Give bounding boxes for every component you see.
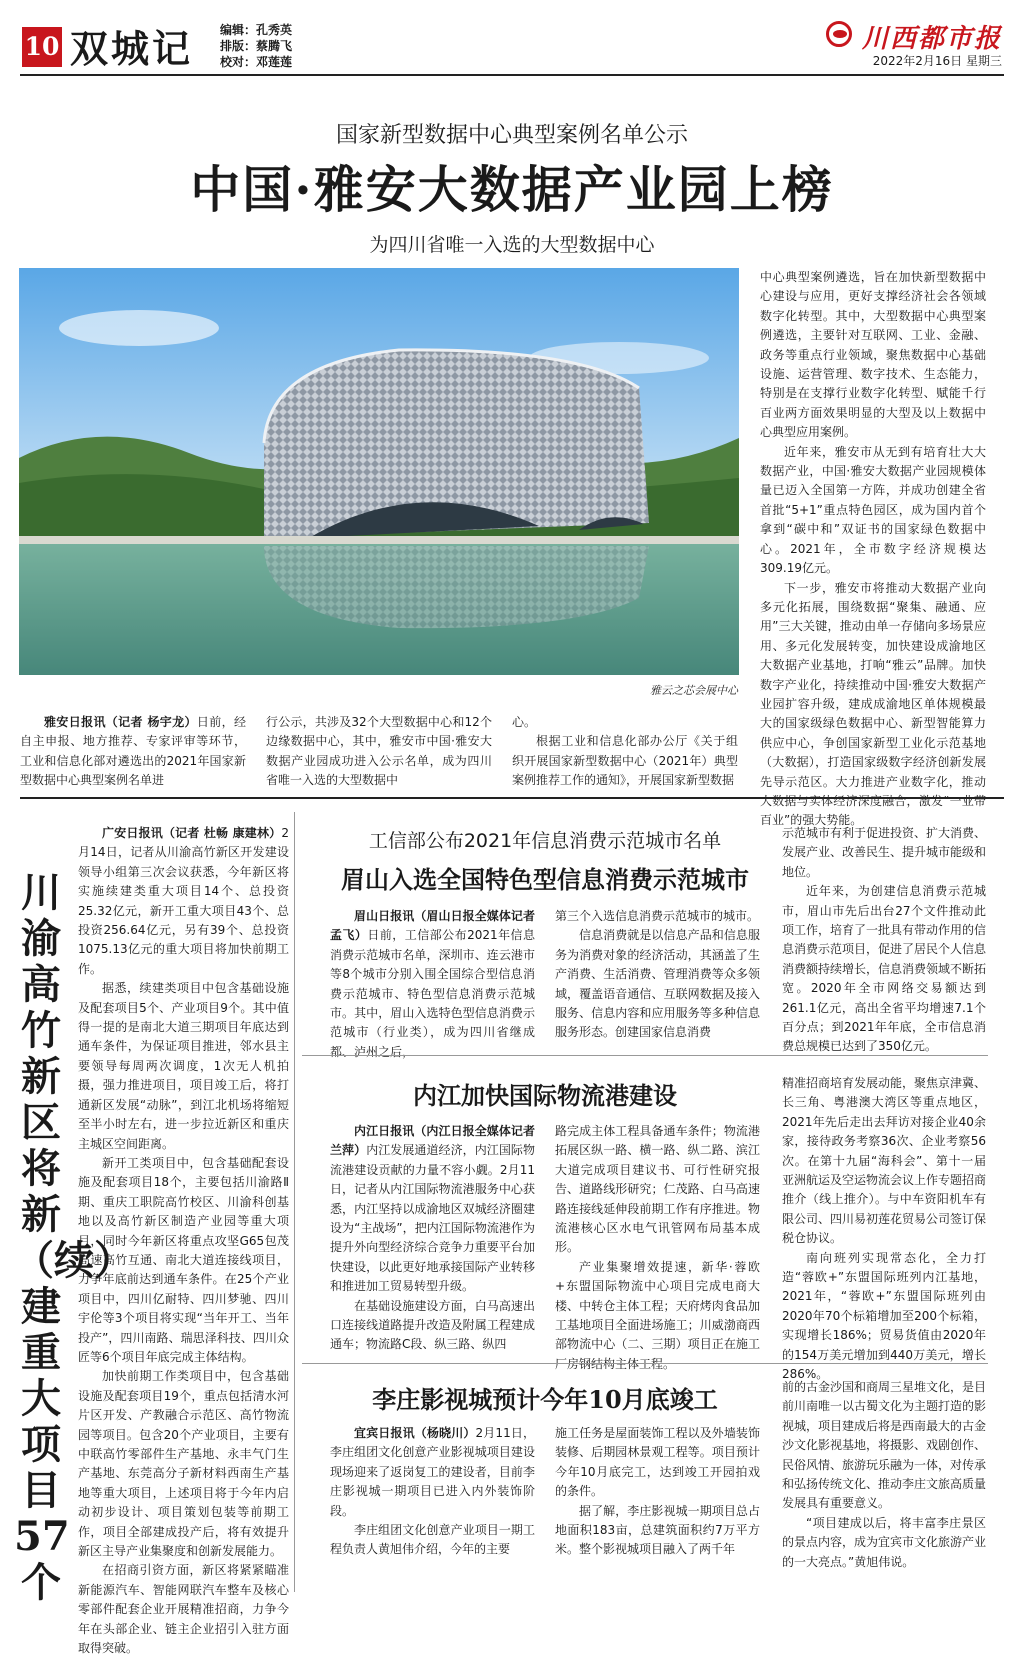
lead-right-p1: 中心典型案例遴选，旨在加快新型数据中心建设与应用，更好支撑经济社会各领域数字化转型。其中，大型数据中心典型案例遴选，主要针对互联网、工业、金融、政务等重点行业领域，聚焦数据中心基础设施、运营管理、数字技术、生态能力，特别是在支撑行业数字化转型、赋能千行百业两方面效果明显的大型及以上数据中心典型应用案例。	[760, 270, 986, 440]
meishan-title: 眉山入选全国特色型信息消费示范城市	[341, 865, 749, 894]
neijiang-col2-p2: 产业集聚增效提速，新华·蓉欧+东盟国际物流中心项目完成电商大楼、中转仓主体工程；天府烤肉食品加工基地项目全面进场施工；川威渤商西部物流中心（二、三期）项目正在施工厂房钢结构主体工程。	[555, 1259, 760, 1371]
lizhuang-col1-p2: 李庄组团文化创意产业项目一期工程负责人黄旭伟介绍，今年的主要	[330, 1523, 535, 1557]
lead-col3-p2: 根据工业和信息化部办公厅《关于组织开展国家新型数据中心（2021年）典型案例推荐工作的通知》，开展国家新型数据	[512, 734, 738, 788]
guangan-dateline: 广安日报讯（记者 杜畅 康建林）	[102, 826, 282, 840]
meishan-column-1	[330, 907, 535, 1062]
guangan-article	[78, 824, 289, 1658]
lizhuang-col2-p2: 据了解，李庄影视城一期项目总占地面积183亩，总建筑面积约7万平方米。整个影视城项目融入了两千年	[555, 1503, 760, 1557]
story-divider-2	[302, 1363, 988, 1364]
newspaper-logo-icon	[826, 21, 852, 47]
page-number: 10	[22, 27, 62, 67]
issue-date: 2022年2月16日 星期三	[872, 54, 1002, 68]
lead-col1-text: 日前，经自主申报、地方推荐、专家评审等环节，工业和信息化部对遴选出的2021年国家新型数据中心典型案例名单进	[20, 715, 246, 788]
lead-subhead: 为四川省唯一入选的大型数据中心	[369, 234, 655, 256]
credit-editor: 编辑：孔秀英	[220, 23, 293, 37]
section-divider	[20, 797, 1004, 799]
lead-headline: 中国·雅安大数据产业园上榜	[190, 160, 834, 219]
lead-right-p2: 近年来，雅安市从无到有培育壮大大数据产业，中国·雅安大数据产业园规模体量已迈入全国第一方阵，并成功创建全省首批“5+1”重点特色园区，成为国内首个拿到“碳中和”双证书的国家绿色数据中心。2021年，全市数字经济规模达309.19亿元。	[760, 444, 986, 576]
credit-proofreader: 校对：邓莲莲	[220, 55, 293, 69]
guangan-vertical-headline: 川渝高竹新区将新（续）建重大项目57个	[14, 869, 134, 1606]
meishan-col3-p2: 近年来，为创建信息消费示范城市，眉山市先后出台27个文件推动此项工作，培育了一批具有带动作用的信息消费示范项目，促进了居民个人信息消费额持续增长，信息消费领域不断拓宽。2020年全市网络交易额达到261.1亿元，高出全省平均增速7.1个百分点；到2021年年底，全市信息消费总规模已达到了350亿元。	[782, 884, 987, 1054]
meishan-col2-p2: 信息消费就是以信息产品和信息服务为消费对象的经济活动，其涵盖了生产消费、生活消费、管理消费等众多领域，覆盖语音通信、互联网数据及接入服务、信息内容和应用服务等多种信息服务形态。创建国家信息消费	[555, 928, 760, 1040]
lead-column-2	[266, 713, 492, 791]
meishan-kicker: 工信部公布2021年信息消费示范城市名单	[368, 830, 722, 852]
neijiang-title: 内江加快国际物流港建设	[413, 1081, 677, 1110]
guangan-p5: 在招商引资方面，新区将紧紧瞄准新能源汽车、智能网联汽车整车及核心零部件配套企业开展精准招商，力争今年在头部企业、链主企业招引入驻方面取得突破。	[78, 1563, 289, 1656]
lead-right-column	[760, 268, 986, 831]
lead-col2-text: 行公示，共涉及32个大型数据中心和12个边缘数据中心，其中，雅安市中国·雅安大数据产业园成功进入公示名单，成为四川省唯一入选的大型数据中	[266, 715, 492, 788]
lead-col3-p1: 心。	[512, 715, 537, 729]
section-title: 双城记	[70, 26, 194, 71]
editor-credits	[220, 22, 292, 70]
newspaper-name: 川西都市报	[861, 24, 1002, 54]
lead-column-1	[20, 713, 246, 791]
neijiang-dateline: 内江日报讯（内江日报全媒体记者 兰萍）	[330, 1124, 535, 1158]
lizhuang-dateline: 宜宾日报讯（杨晓川）	[354, 1426, 476, 1440]
neijiang-column-2	[555, 1122, 760, 1374]
lead-right-p3: 下一步，雅安市将推动大数据产业向多元化拓展，围绕数据“聚集、融通、应用”三大关键，推动由单一存储向多场景应用、多元化发展转变，加快建设成渝地区大数据产业基地，打响“雅云”品牌。加快数字产业化，持续推动中国·雅安大数据产业园扩容升级，建成成渝地区单体规模最大的国家级绿色数据中心、新型智能算力供应中心，争创国家新型工业化示范基地（大数据），打造国家级数字经济创新发展先导示范区。大力推进产业数字化，推动大数据与实体经济深度融合，激发“一业带百业”的强大势能。	[760, 580, 986, 828]
meishan-column-3	[782, 824, 986, 1057]
lizhuang-col3-p2: “项目建成以后，将丰富李庄景区的景点内容，成为宜宾市文化旅游产业的一大亮点。”黄旭伟说。	[782, 1515, 987, 1569]
neijiang-col3-p1: 精准招商培育发展动能，聚焦京津冀、长三角、粤港澳大湾区等重点地区，2021年先后走出去拜访对接企业40余家，接待政务考察36次、企业考察56次。在第十九届“海科会”、第十一届亚洲航运及空运物流会议上作专题招商推介（线上推介）。与中车资阳机车有限公司、四川易初莲花贸易公司签订保税仓协议。	[782, 1076, 987, 1246]
guangan-p3: 新开工类项目中，包含基础配套设施及配套项目18个，主要包括川渝路Ⅱ期、重庆工职院高竹校区、川渝科创基地以及高竹新区制造产业园等重大项目，同时今年新区将重点攻坚G65包茂高速高竹互通、南北大道连接线项目，力争年底前达到通车条件。在25个产业项目中，四川亿耐特、四川梦驰、四川宇伦等3个项目将实现“当年开工、当年投产”，四川南路、瑞思泽科技、四川众匠等6个项目年底完成主体结构。	[78, 1155, 289, 1364]
neijiang-column-1	[330, 1122, 535, 1355]
lizhuang-col1-p1: 2月11日，李庄组团文化创意产业影视城项目建设现场迎来了返岗复工的建设者，目前李庄影视城一期项目已进入内外装饰阶段。	[330, 1426, 535, 1518]
neijiang-column-3	[782, 1074, 986, 1385]
meishan-col3-p1: 示范城市有利于促进投资、扩大消费、发展产业、改善民生、提升城市能级和地位。	[782, 826, 987, 879]
neijiang-col1-p1: 内江发展通道经济，内江国际物流港建设贡献的力量不容小觑。2月11日，记者从内江国际物流港服务中心获悉，内江坚持以成渝地区双城经济圈建设为“主战场”，把内江国际物流港作为提升外向型经济综合竞争力重要平台加快建设，以此更好地承接国际产业转移和推进加工贸易转型升级。	[330, 1143, 535, 1294]
lizhuang-title: 李庄影视城预计今年10月底竣工	[372, 1385, 718, 1414]
credit-layout: 排版：蔡腾飞	[220, 39, 293, 53]
meishan-col1-text: 日前，工信部公布2021年信息消费示范城市名单，深圳市、连云港市等8个城市分别入围全国综合型信息消费示范城市、特色型信息消费示范城市。其中，眉山入选特色型信息消费示范城市（行业类），成为四川省继成都、泸州之后，	[330, 928, 535, 1059]
lead-kicker: 国家新型数据中心典型案例名单公示	[335, 123, 688, 148]
data-center-photo	[19, 268, 739, 675]
lizhuang-col3-p1: 前的古金沙国和商周三星堆文化，是目前川南唯一以古蜀文化为主题打造的影视城，项目建成后将是西南最大的古金沙文化影视基地，将摄影、戏剧创作、民俗风情、旅游玩乐融为一体，对传承和弘扬传统文化、推动李庄文旅高质量发展具有重要意义。	[782, 1380, 987, 1511]
photo-caption: 雅云之芯会展中心	[650, 684, 738, 697]
meishan-col2-p1: 第三个入选信息消费示范城市的城市。	[555, 909, 760, 923]
meishan-dateline: 眉山日报讯（眉山日报全媒体记者 孟飞）	[330, 909, 535, 943]
neijiang-col1-p2: 在基础设施建设方面，白马高速出口连接线道路提升改造及附属工程建成通车；物流路C段、纵三路、纵四	[330, 1298, 535, 1352]
lizhuang-column-2	[555, 1424, 760, 1560]
lead-dateline: 雅安日报讯（记者 杨宇龙）	[44, 715, 197, 729]
lizhuang-column-1	[330, 1424, 535, 1560]
neijiang-col2-p1: 路完成主体工程具备通车条件；物流港拓展区纵一路、横一路、纵二路、滨江大道完成项目建议书、可行性研究报告、道路线形研究；仁茂路、白马高速路连接线延伸段前期工作有序推进。物流港核心区水电气讯管网布局基本成形。	[555, 1124, 760, 1255]
story-divider-1	[302, 1055, 988, 1056]
guangan-p1: 2月14日，记者从川渝高竹新区开发建设领导小组第三次会议获悉，今年新区将实施续建类重大项目14个、总投资25.32亿元，新开工重大项目43个、总投资256.64亿元，另有39个、总投资1075.13亿元的重大项目将加快前期工作。	[78, 826, 289, 976]
lizhuang-column-3	[782, 1378, 986, 1572]
guangan-p4: 加快前期工作类项目中，包含基础设施及配套项目19个，重点包括清水河片区开发、产教融合示范区、高竹物流园等项目。包含20个产业项目，主要有中联高竹零部件生产基地、永丰气门生产基地、东莞高分子新材料西南生产基地等重大项目，上述项目将于今年内启动初步设计、项目策划包装等前期工作，项目全部建成投产后，将有效提升新区主导产业集聚度和创新发展能力。	[78, 1369, 289, 1559]
meishan-column-2	[555, 907, 760, 1043]
column-divider	[294, 812, 295, 1592]
neijiang-col3-p2: 南向班列实现常态化，全力打造“蓉欧+”东盟国际班列内江基地，2021年，“蓉欧+”东盟国际班列由2020年70个标箱增加至200个标箱，实现增长186%；贸易货值由2020年的154万美元增加到440万美元，增长286%。	[782, 1250, 986, 1382]
masthead-divider	[20, 74, 1004, 76]
lizhuang-col2-p1: 施工任务是屋面装饰工程以及外墙装饰装修、后期园林景观工程等。项目预计今年10月底完工，达到竣工开园拍戏的条件。	[555, 1426, 760, 1499]
guangan-p2: 据悉，续建类项目中包含基础设施及配套项目5个、产业项目9个。其中值得一提的是南北大道三期项目年底达到通车条件，为保证项目推进，邻水县主要领导每周两次调度，1次无人机拍摄，强力推进项目，项目竣工后，将打通新区发展“动脉”，到江北机场将缩短至半小时左右，进一步拉近新区和重庆主城区空间距离。	[78, 981, 289, 1151]
lead-column-3	[512, 713, 738, 791]
